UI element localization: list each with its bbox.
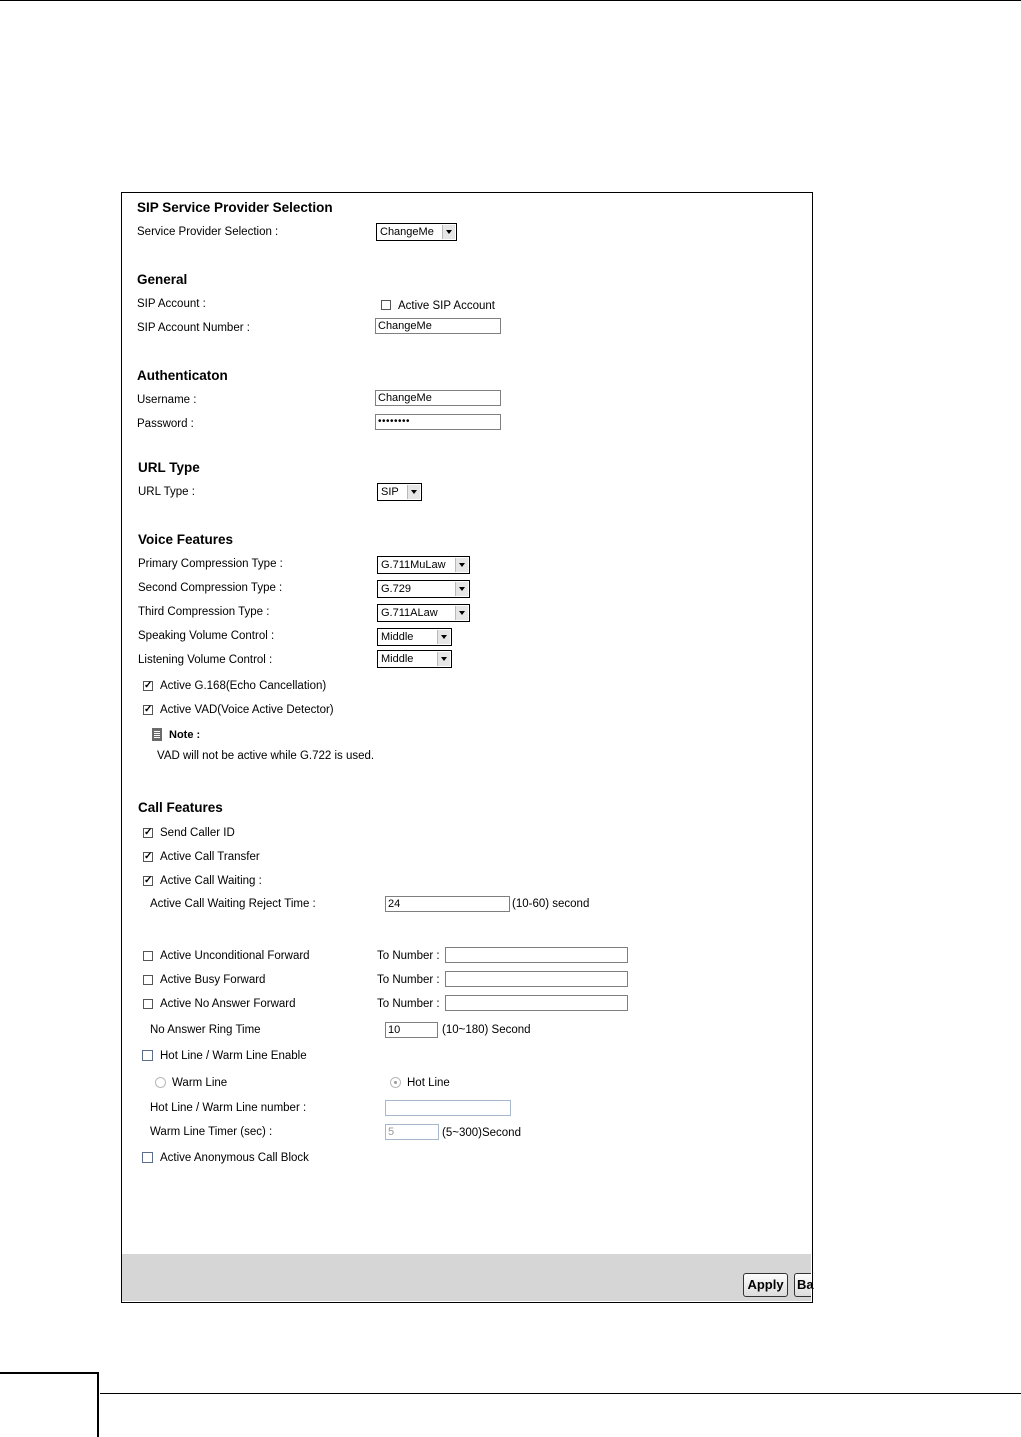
footer-rule bbox=[100, 1393, 1021, 1394]
warm-line-radio[interactable] bbox=[155, 1077, 166, 1088]
hotline-number-label: Hot Line / Warm Line number : bbox=[150, 1102, 307, 1114]
button-bar bbox=[122, 1254, 811, 1301]
note-text: VAD will not be active while G.722 is used. bbox=[157, 750, 375, 762]
chevron-down-icon bbox=[455, 558, 468, 572]
busy-forward-label: Active Busy Forward bbox=[160, 974, 266, 986]
echo-cancellation-checkbox[interactable]: ✓ bbox=[144, 680, 153, 691]
sip-account-label: SIP Account : bbox=[137, 298, 206, 310]
chevron-down-icon bbox=[455, 606, 468, 620]
call-waiting-label: Active Call Waiting : bbox=[160, 875, 262, 887]
call-transfer-checkbox[interactable]: ✓ bbox=[144, 851, 153, 862]
ring-time-label: No Answer Ring Time bbox=[150, 1024, 261, 1036]
section-title-authentication: Authenticaton bbox=[137, 368, 228, 383]
service-provider-value: ChangeMe bbox=[380, 226, 434, 238]
busy-to-number-field[interactable] bbox=[445, 971, 628, 987]
warm-line-label: Warm Line bbox=[172, 1077, 228, 1089]
chevron-down-icon bbox=[442, 225, 455, 239]
reject-time-label: Active Call Waiting Reject Time : bbox=[150, 898, 316, 910]
primary-compression-label: Primary Compression Type : bbox=[138, 558, 283, 570]
unconditional-to-number-field[interactable] bbox=[445, 947, 628, 963]
section-title-sip-provider: SIP Service Provider Selection bbox=[137, 200, 333, 215]
no-answer-to-number-field[interactable] bbox=[445, 995, 628, 1011]
url-type-value: SIP bbox=[381, 486, 399, 498]
chevron-down-icon bbox=[437, 630, 450, 644]
unconditional-forward-checkbox[interactable] bbox=[143, 951, 153, 961]
second-compression-label: Second Compression Type : bbox=[138, 582, 283, 594]
hot-line-label: Hot Line bbox=[407, 1077, 450, 1089]
apply-button[interactable]: Apply bbox=[743, 1273, 788, 1297]
warm-timer-label: Warm Line Timer (sec) : bbox=[150, 1126, 273, 1138]
primary-compression-value: G.711MuLaw bbox=[381, 559, 446, 571]
section-title-url-type: URL Type bbox=[138, 460, 200, 475]
chevron-down-icon bbox=[437, 652, 450, 666]
speaking-volume-select[interactable] bbox=[377, 628, 452, 646]
third-compression-value: G.711ALaw bbox=[381, 607, 438, 619]
back-button[interactable]: Ba bbox=[794, 1273, 811, 1297]
no-answer-forward-label: Active No Answer Forward bbox=[160, 998, 296, 1010]
speaking-volume-label: Speaking Volume Control : bbox=[138, 630, 275, 642]
listening-volume-select[interactable] bbox=[377, 650, 452, 668]
note-icon bbox=[152, 728, 162, 741]
section-title-general: General bbox=[137, 272, 188, 287]
chevron-down-icon bbox=[407, 485, 420, 499]
url-type-label: URL Type : bbox=[138, 486, 195, 498]
vad-checkbox[interactable]: ✓ bbox=[144, 704, 153, 715]
username-label: Username : bbox=[137, 394, 197, 406]
warm-timer-field[interactable]: 5 bbox=[385, 1124, 439, 1140]
note-title: Note : bbox=[169, 729, 201, 741]
call-waiting-checkbox[interactable]: ✓ bbox=[144, 875, 153, 886]
warm-timer-unit: (5~300)Second bbox=[442, 1127, 521, 1139]
section-title-voice-features: Voice Features bbox=[138, 532, 234, 547]
listening-volume-value: Middle bbox=[381, 653, 414, 665]
vad-label: Active VAD(Voice Active Detector) bbox=[160, 704, 334, 716]
hotline-enable-label: Hot Line / Warm Line Enable bbox=[160, 1050, 307, 1062]
password-label: Password : bbox=[137, 418, 194, 430]
ring-time-unit: (10~180) Second bbox=[442, 1024, 531, 1036]
unconditional-forward-label: Active Unconditional Forward bbox=[160, 950, 310, 962]
primary-compression-select[interactable] bbox=[377, 556, 470, 574]
second-compression-select[interactable] bbox=[377, 580, 470, 598]
section-title-call-features: Call Features bbox=[138, 800, 223, 815]
third-compression-select[interactable] bbox=[377, 604, 470, 622]
hot-line-radio[interactable] bbox=[390, 1077, 401, 1088]
anonymous-block-checkbox[interactable] bbox=[142, 1152, 153, 1163]
active-sip-account-checkbox[interactable] bbox=[381, 300, 391, 310]
active-sip-account-label: Active SIP Account bbox=[398, 300, 495, 312]
chevron-down-icon bbox=[455, 582, 468, 596]
reject-time-field[interactable]: 24 bbox=[385, 896, 510, 912]
hotline-enable-checkbox[interactable] bbox=[142, 1050, 153, 1061]
no-answer-forward-checkbox[interactable] bbox=[143, 999, 153, 1009]
top-rule bbox=[0, 0, 1021, 1]
page-number-box bbox=[0, 1372, 99, 1437]
second-compression-value: G.729 bbox=[381, 583, 411, 595]
username-field[interactable]: ChangeMe bbox=[375, 390, 501, 406]
reject-time-unit: (10-60) second bbox=[512, 898, 590, 910]
no-answer-to-number-label: To Number : bbox=[377, 998, 440, 1010]
speaking-volume-value: Middle bbox=[381, 631, 414, 643]
third-compression-label: Third Compression Type : bbox=[138, 606, 270, 618]
url-type-select[interactable] bbox=[377, 483, 422, 501]
password-field[interactable]: •••••••• bbox=[375, 414, 501, 430]
echo-cancellation-label: Active G.168(Echo Cancellation) bbox=[160, 680, 327, 692]
sip-account-number-field[interactable]: ChangeMe bbox=[375, 318, 501, 334]
busy-to-number-label: To Number : bbox=[377, 974, 440, 986]
service-provider-select[interactable] bbox=[376, 223, 457, 241]
busy-forward-checkbox[interactable] bbox=[143, 975, 153, 985]
service-provider-label: Service Provider Selection : bbox=[137, 226, 279, 238]
hotline-number-field[interactable] bbox=[385, 1100, 511, 1116]
send-caller-id-checkbox[interactable]: ✓ bbox=[144, 827, 153, 838]
ring-time-field[interactable]: 10 bbox=[385, 1022, 438, 1038]
call-transfer-label: Active Call Transfer bbox=[160, 851, 260, 863]
anonymous-block-label: Active Anonymous Call Block bbox=[160, 1152, 309, 1164]
listening-volume-label: Listening Volume Control : bbox=[138, 654, 273, 666]
unconditional-to-number-label: To Number : bbox=[377, 950, 440, 962]
send-caller-id-label: Send Caller ID bbox=[160, 827, 235, 839]
sip-account-number-label: SIP Account Number : bbox=[137, 322, 250, 334]
